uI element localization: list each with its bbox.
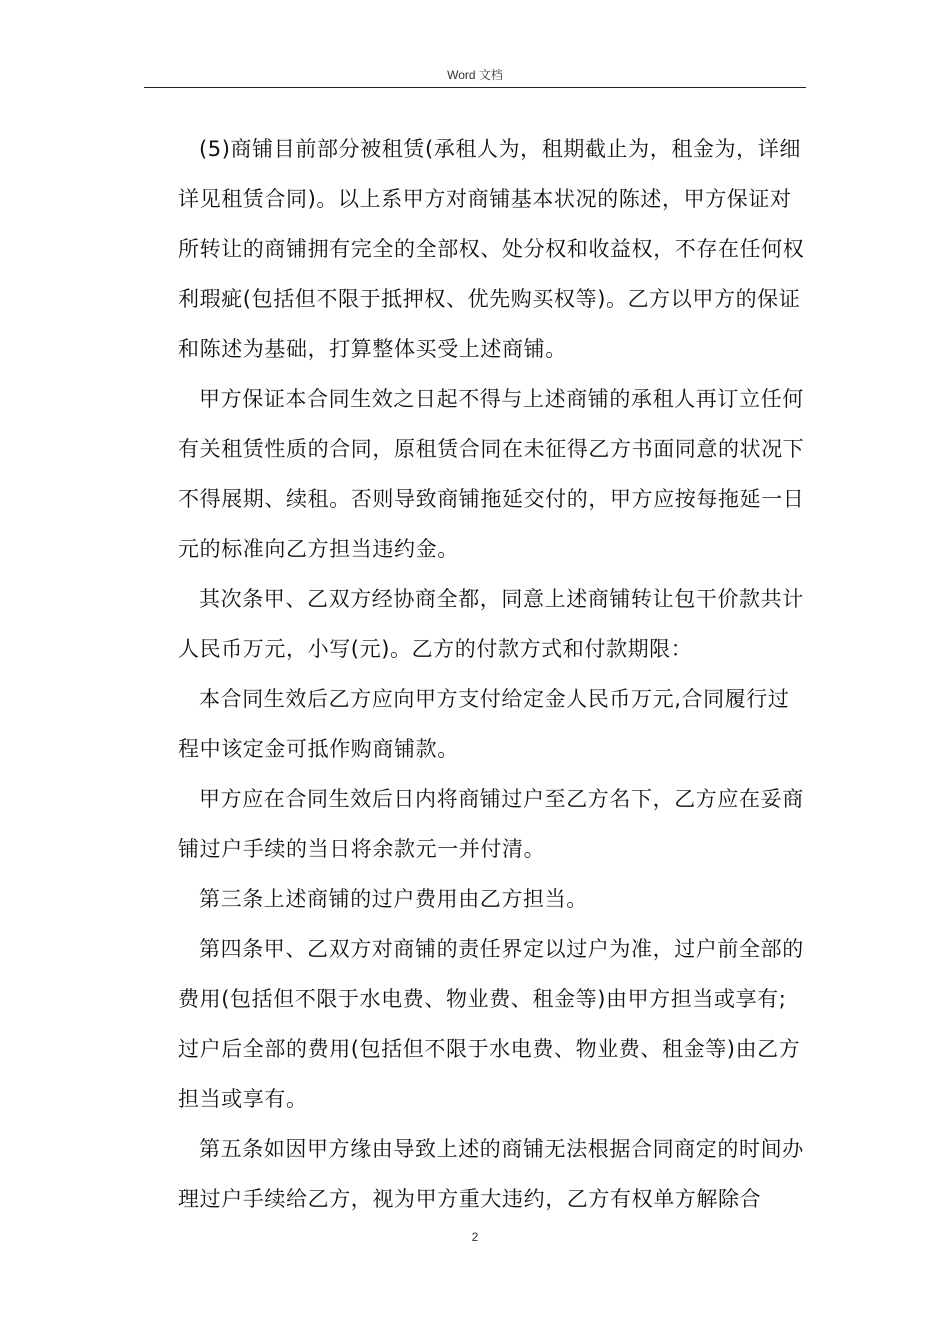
paragraph-1: (5)商铺目前部分被租赁(承租人为，租期截止为，租金为，详细详见租赁合同)。以上系甲方对商铺基本状况的陈述，甲方保证对所转让的商铺拥有完全的全部权、处分权和收益权，不存在任何权利瑕疵(包括但不限于抵押权、优先购买权等)。乙方以甲方的保证和陈述为基础，打算整体买受上述商铺。 — [178, 137, 805, 361]
paragraph-6: 第三条上述商铺的过户费用由乙方担当。 — [199, 887, 588, 911]
paragraph-5: 甲方应在合同生效后日内将商铺过户至乙方名下，乙方应在妥商铺过户手续的当日将余款元一并付清。 — [178, 787, 804, 861]
document-body — [178, 124, 808, 1224]
paragraph-7: 第四条甲、乙双方对商铺的责任界定以过户为准，过户前全部的费用(包括但不限于水电费、物业费、租金等)由甲方担当或享有;过户后全部的费用(包括但不限于水电费、物业费、租金等)由乙方担当或享有。 — [178, 937, 804, 1111]
page-number: 2 — [471, 1230, 479, 1244]
paragraph-2: 甲方保证本合同生效之日起不得与上述商铺的承租人再订立任何有关租赁性质的合同，原租赁合同在未征得乙方书面同意的状况下不得展期、续租。否则导致商铺拖延交付的，甲方应按每拖延一日元的标准向乙方担当违约金。 — [178, 387, 805, 561]
paragraph-8: 第五条如因甲方缘由导致上述的商铺无法根据合同商定的时间办理过户手续给乙方，视为甲方重大违约，乙方有权单方解除合 — [178, 1137, 804, 1211]
header-divider — [144, 87, 806, 88]
paragraph-4: 本合同生效后乙方应向甲方支付给定金人民币万元,合同履行过程中该定金可抵作购商铺款。 — [178, 687, 790, 761]
paragraph-3: 其次条甲、乙双方经协商全都，同意上述商铺转让包干价款共计人民币万元，小写(元)。乙方的付款方式和付款期限： — [178, 587, 804, 661]
page-header: Word 文档 — [447, 68, 503, 82]
